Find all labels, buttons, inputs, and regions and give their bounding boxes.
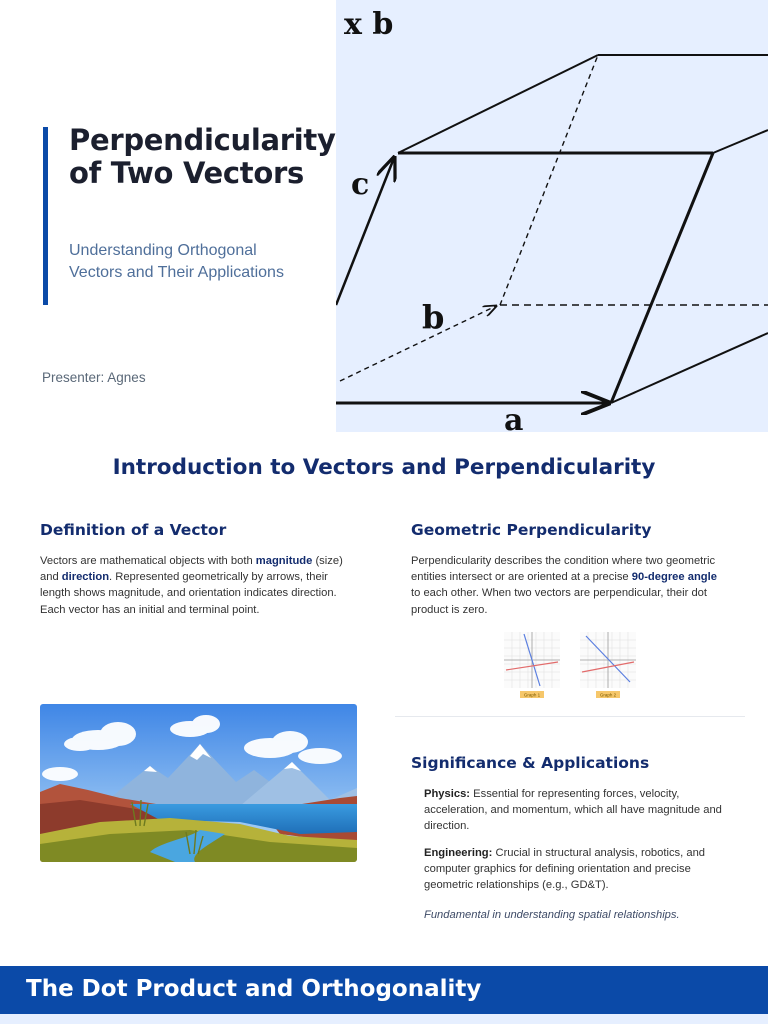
label-b: b [422,298,445,336]
geometric-heading: Geometric Perpendicularity [411,521,652,539]
edge-front-right [611,153,713,403]
parallelepiped-diagram [336,0,768,432]
page-title: Perpendicularity of Two Vectors [69,123,336,190]
graph-2 [580,632,636,700]
physics-item: Physics: Essential for representing forces, velocity, acceleration, and momentum, which all have magnitude and direction. [424,788,722,833]
vector-b [340,306,496,381]
graph-1-label: Graph 1 [523,692,541,698]
section-title: Introduction to Vectors and Perpendicularity [112,455,656,480]
presenter-label: Presenter: Agnes [42,370,146,385]
magnitude-keyword: magnitude [255,555,313,567]
applications-heading: Significance & Applications [411,754,650,772]
label-cross: x b [344,7,394,42]
definition-heading: Definition of a Vector [40,521,227,539]
perpendicular-graphs [504,632,636,700]
geometric-text: Perpendicularity describes the condition where two geometric entities intersect or are oriented at a precise 90-degree angle to each other. When two vectors are perpendicular, their dot product is zero. [411,555,717,616]
definition-text: Vectors are mathematical objects with both magnitude (size) and direction. Represented geometrically by arrows, their length shows magnitude, and orientation indicates direction. Each vector has an initial and terminal point. [40,555,343,616]
edge-hidden-vertical [500,55,598,305]
section-divider [395,716,745,717]
label-a: a [504,403,524,432]
graph-1 [504,632,560,700]
lower-band [0,1014,768,1024]
applications-note: Fundamental in understanding spatial relationships. [424,909,680,921]
engineering-label: Engineering: [424,847,493,859]
parallelepiped-figure [336,0,768,432]
label-c: c [351,167,370,202]
direction-keyword: direction [61,571,110,584]
graph-2-label: Graph 2 [599,692,617,698]
angle-keyword: 90-degree angle [631,571,717,584]
edge-top-right [713,130,768,153]
title-slide [0,0,768,432]
dot-product-title: The Dot Product and Orthogonality [26,976,482,1002]
page-subtitle: Understanding Orthogonal Vectors and Their Applications [69,242,284,281]
physics-label: Physics: [424,788,471,800]
engineering-item: Engineering: Crucial in structural analysis, robotics, and computer graphics for defining orientation and precise geometric relationships (e.g., GD&T). [424,847,706,892]
accent-bar [43,127,48,305]
edge-top-left [398,55,598,153]
landscape-illustration [40,704,357,862]
dot-product-banner [0,966,768,1014]
